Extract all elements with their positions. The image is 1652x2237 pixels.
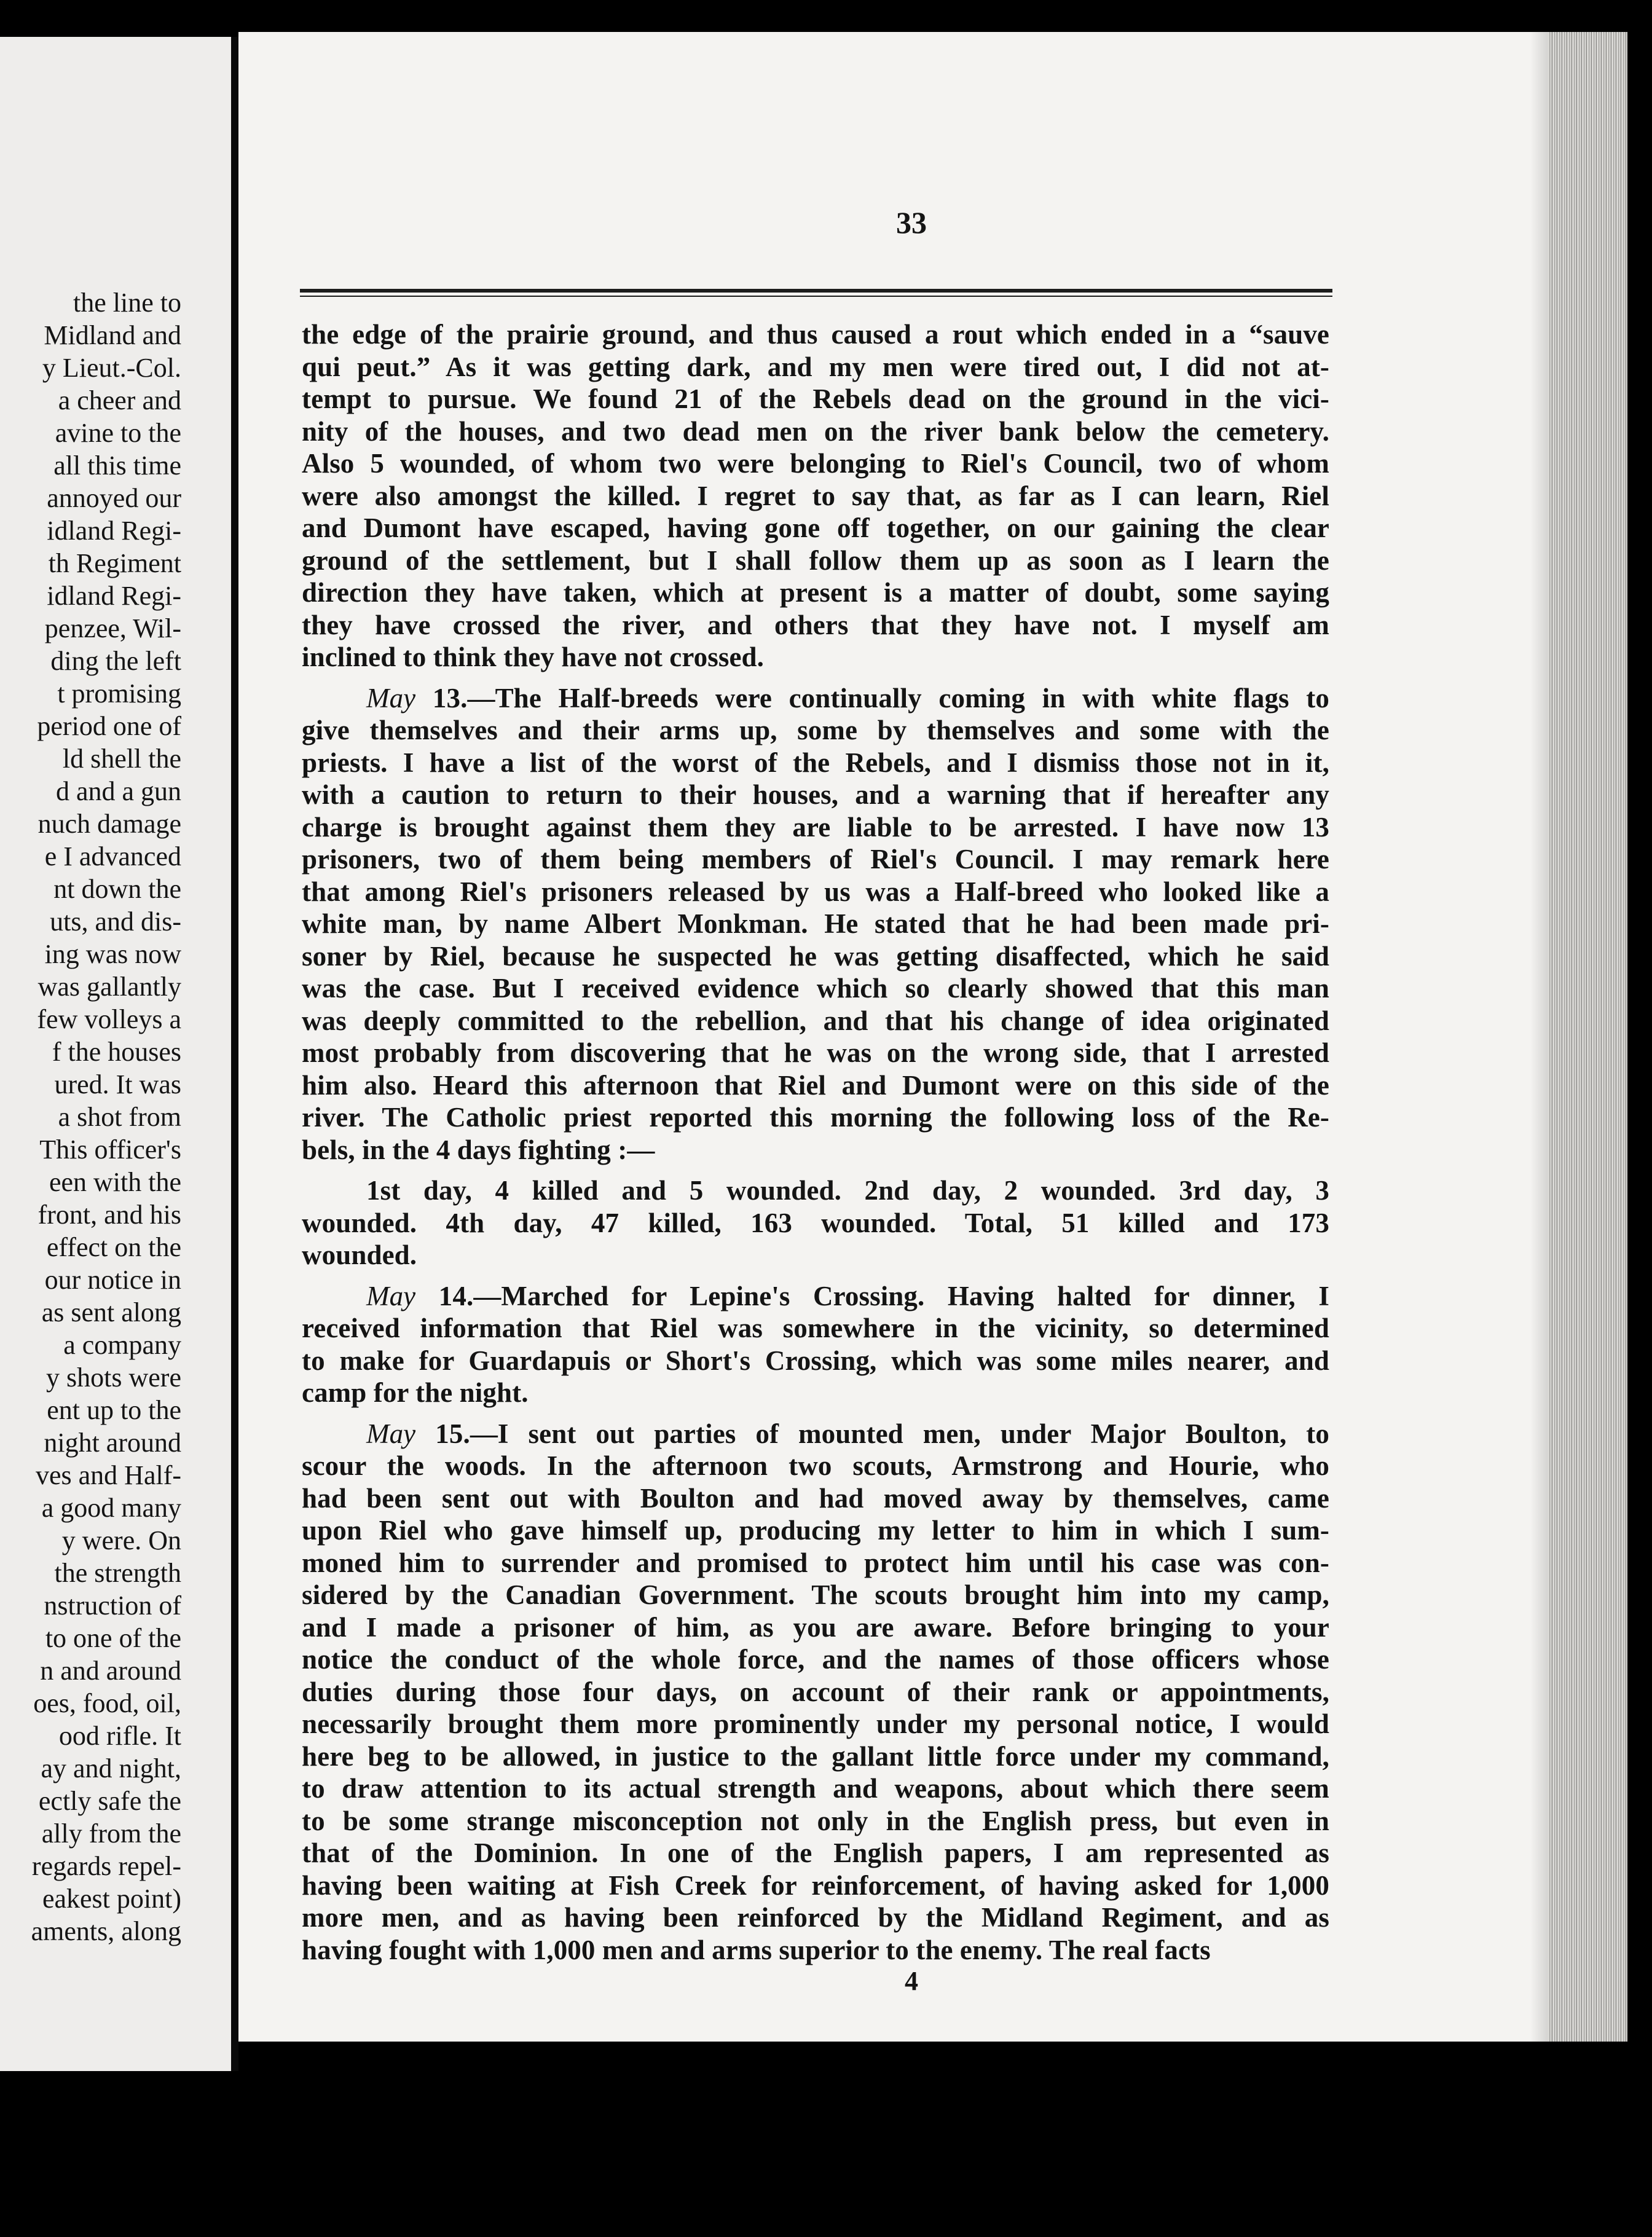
left-page <box>0 37 231 2071</box>
paragraph-line <box>302 1069 1329 1102</box>
left-page-line: avine to the <box>55 418 181 448</box>
paragraph-line <box>302 1312 1329 1345</box>
paragraph-line <box>302 415 1329 448</box>
left-page-line: d and a gun <box>55 776 181 806</box>
line-text: priests. I have a list of the worst of the Rebels, and I dismiss those not in it, <box>302 747 1329 778</box>
paragraph-line <box>302 1239 1329 1272</box>
left-page-line: idland Regi- <box>47 581 181 611</box>
line-text: the edge of the prairie ground, and thus caused a rout which ended in a “sauve <box>302 319 1329 350</box>
line-text: here beg to be allowed, in justice to the gallant little force under my command, <box>302 1740 1329 1772</box>
line-text: wounded. <box>302 1240 417 1270</box>
line-text: with a caution to return to their houses, and a warning that if hereafter any <box>302 779 1329 810</box>
left-page-line: the strength <box>54 1558 181 1588</box>
left-page-line: all this time <box>53 450 181 481</box>
paragraph <box>302 682 1329 1166</box>
line-text: river. The Catholic priest reported this morning the following loss of the Re- <box>302 1102 1329 1133</box>
line-text: upon Riel who gave himself up, producing my letter to him in which I sum- <box>302 1515 1329 1546</box>
left-page-line: oes, food, oil, <box>33 1688 181 1718</box>
line-text: nity of the houses, and two dead men on the river bank below the cemetery. <box>302 415 1329 447</box>
paragraph-line <box>302 811 1329 844</box>
left-page-line: as sent along <box>41 1297 181 1327</box>
paragraph-line <box>302 1482 1329 1515</box>
paragraph-line <box>302 1134 1329 1166</box>
left-page-line: ally from the <box>41 1818 181 1849</box>
line-text: qui peut.” As it was getting dark, and my men were tired out, I did not at- <box>302 351 1329 382</box>
line-text: Also 5 wounded, of whom two were belonging to Riel's Council, two of whom <box>302 448 1329 479</box>
line-text: and Dumont have escaped, having gone off together, on our gaining the clear <box>302 513 1329 543</box>
paragraph-line <box>302 1450 1329 1482</box>
left-page-line: the line to <box>73 288 181 318</box>
line-text: and I made a prisoner of him, as you are aware. Before bringing to your <box>302 1611 1329 1643</box>
left-page-line: ding the left <box>50 646 181 676</box>
entry-date: May <box>366 682 416 714</box>
page-edges <box>1548 32 1627 2042</box>
entry-date: May <box>366 1418 416 1449</box>
line-text: was deeply committed to the rebellion, and that his change of idea originated <box>302 1005 1329 1036</box>
paragraph-line <box>302 1101 1329 1134</box>
line-text: charge is brought against them they are liable to be arrested. I have now 13 <box>302 811 1329 843</box>
line-text: bels, in the 4 days fighting :— <box>302 1134 655 1165</box>
left-page-line: period one of <box>37 711 181 741</box>
line-text: to draw attention to its actual strength and weapons, about which there seem <box>302 1773 1329 1804</box>
line-text: inclined to think they have not crossed. <box>302 642 764 672</box>
left-page-line: nuch damage <box>37 809 181 839</box>
left-page-line: y were. On <box>61 1525 181 1555</box>
left-page-line: night around <box>44 1428 181 1458</box>
body-text <box>302 318 1329 1966</box>
paragraph-line <box>302 747 1329 779</box>
line-text: tempt to pursue. We found 21 of the Rebels dead on the ground in the vici- <box>302 383 1329 414</box>
paragraph-line <box>302 1514 1329 1547</box>
line-text: having fought with 1,000 men and arms superior to the enemy. The real facts <box>302 1934 1211 1965</box>
line-text: scour the woods. In the afternoon two scouts, Armstrong and Hourie, who <box>302 1450 1329 1481</box>
left-page-line: a good many <box>41 1493 181 1523</box>
paragraph-line <box>302 1869 1329 1902</box>
left-page-line: a company <box>63 1330 181 1360</box>
paragraph-line <box>302 1418 1329 1450</box>
paragraph-line <box>302 908 1329 940</box>
left-page-line: front, and his <box>37 1200 181 1230</box>
left-page-line: y Lieut.-Col. <box>42 353 181 383</box>
left-page-line: n and around <box>40 1656 181 1686</box>
paragraph-line <box>302 447 1329 480</box>
left-page-line: een with the <box>49 1167 181 1197</box>
line-text: moned him to surrender and promised to protect him until his case was con- <box>302 1547 1329 1578</box>
left-page-line: nstruction of <box>44 1590 181 1621</box>
paragraph-line <box>302 1280 1329 1313</box>
right-page <box>238 32 1548 2042</box>
paragraph-line <box>302 512 1329 545</box>
line-text: was the case. But I received evidence which so clearly showed that this man <box>302 973 1329 1004</box>
line-text: were also amongst the killed. I regret to say that, as far as I can learn, Riel <box>302 480 1329 511</box>
left-page-line: aments, along <box>31 1916 181 1946</box>
left-page-line: ent up to the <box>47 1395 181 1425</box>
paragraph-line <box>302 1805 1329 1838</box>
paragraph <box>302 1418 1329 1967</box>
line-text: direction they have taken, which at present is a matter of doubt, some saying <box>302 577 1329 608</box>
line-text: sidered by the Canadian Government. The scouts brought him into my camp, <box>302 1579 1329 1610</box>
left-page-line: a shot from <box>58 1102 181 1132</box>
paragraph-line <box>302 609 1329 642</box>
paragraph-line <box>302 714 1329 747</box>
paragraph-line <box>302 1345 1329 1377</box>
paragraph-line <box>302 1547 1329 1579</box>
left-page-line: was gallantly <box>37 972 181 1002</box>
left-page-line: eakest point) <box>42 1884 181 1914</box>
paragraph-line <box>302 1611 1329 1644</box>
left-page-line: This officer's <box>39 1134 181 1165</box>
line-text: 1st day, 4 killed and 5 wounded. 2nd day, 2 wounded. 3rd day, 3 <box>366 1175 1329 1206</box>
line-text: 13.—The Half-breeds were continually coming in with white flags to <box>432 682 1329 714</box>
line-text: wounded. 4th day, 47 killed, 163 wounded. Total, 51 killed and 173 <box>302 1207 1329 1238</box>
paragraph-line <box>302 480 1329 513</box>
line-text: to make for Guardapuis or Short's Crossing, which was some miles nearer, and <box>302 1345 1329 1376</box>
paragraph <box>302 1280 1329 1409</box>
line-text: having been waiting at Fish Creek for reinforcement, of having asked for 1,000 <box>302 1869 1329 1901</box>
paragraph-line <box>302 876 1329 908</box>
left-page-line: annoyed our <box>47 483 181 513</box>
paragraph-line <box>302 779 1329 811</box>
left-page-text <box>0 286 181 1948</box>
left-page-line: th Regiment <box>48 548 181 578</box>
line-text: him also. Heard this afternoon that Riel and Dumont were on this side of the <box>302 1069 1329 1101</box>
left-page-line: ay and night, <box>41 1753 181 1783</box>
line-text: give themselves and their arms up, some by themselves and some with the <box>302 715 1329 745</box>
left-page-line: t promising <box>57 678 181 709</box>
left-page-line: ing was now <box>44 939 181 969</box>
paragraph-line <box>302 1901 1329 1934</box>
left-page-line: ves and Half- <box>35 1460 181 1490</box>
paragraph-line <box>302 972 1329 1005</box>
signature-mark: 4 <box>905 1966 918 1996</box>
line-text: necessarily brought them more prominently under my personal notice, I would <box>302 1708 1329 1739</box>
left-page-line: our notice in <box>44 1265 181 1295</box>
line-text: to be some strange misconception not only in the English press, but even in <box>302 1805 1329 1836</box>
paragraph-line <box>302 545 1329 577</box>
line-text: that among Riel's prisoners released by us was a Half-breed who looked like a <box>302 876 1329 907</box>
line-text: duties during those four days, on account of their rank or appointments, <box>302 1676 1329 1707</box>
paragraph-line <box>302 1377 1329 1409</box>
paragraph-line <box>302 1740 1329 1773</box>
left-page-line: Midland and <box>44 320 181 350</box>
line-text: had been sent out with Boulton and had moved away by themselves, came <box>302 1482 1329 1514</box>
line-text: most probably from discovering that he was on the wrong side, that I arrested <box>302 1037 1329 1068</box>
left-page-line: uts, and dis- <box>50 906 181 937</box>
left-page-line: few volleys a <box>37 1004 181 1034</box>
line-text: notice the conduct of the whole force, and the names of those officers whose <box>302 1644 1329 1675</box>
paragraph-line <box>302 843 1329 876</box>
paragraph-line <box>302 383 1329 415</box>
left-page-line: y shots were <box>46 1362 181 1393</box>
paragraph-line <box>302 1579 1329 1611</box>
left-page-line: e I advanced <box>44 841 181 871</box>
left-page-line: nt down the <box>53 874 181 904</box>
paragraph-line <box>302 1005 1329 1037</box>
page-number: 33 <box>896 205 927 240</box>
left-page-line: regards repel- <box>31 1851 181 1881</box>
line-text: that of the Dominion. In one of the English papers, I am represented as <box>302 1838 1329 1868</box>
line-text: ground of the settlement, but I shall follow them up as soon as I learn the <box>302 545 1329 576</box>
left-page-line: f the houses <box>52 1037 181 1067</box>
line-text: 15.—I sent out parties of mounted men, under Major Boulton, to <box>435 1418 1329 1449</box>
paragraph-line <box>302 1837 1329 1869</box>
paragraph <box>302 318 1329 674</box>
line-text: 14.—Marched for Lepine's Crossing. Having halted for dinner, I <box>438 1280 1329 1311</box>
left-page-line: ld shell the <box>62 744 181 774</box>
paragraph-line <box>302 940 1329 973</box>
paragraph-line <box>302 351 1329 383</box>
paragraph-line <box>302 641 1329 674</box>
left-page-line: ectly safe the <box>38 1786 181 1816</box>
header-rule <box>300 289 1332 297</box>
paragraph-line <box>302 1676 1329 1708</box>
left-page-line: effect on the <box>46 1232 181 1262</box>
paragraph-line <box>302 1772 1329 1805</box>
line-text: they have crossed the river, and others that they have not. I myself am <box>302 609 1329 640</box>
paragraph-line <box>302 1207 1329 1240</box>
line-text: camp for the night. <box>302 1377 529 1408</box>
left-page-line: idland Regi- <box>47 516 181 546</box>
left-page-line: a cheer and <box>58 385 181 415</box>
paragraph-line <box>302 318 1329 351</box>
left-page-line: ured. It was <box>54 1069 181 1099</box>
line-text: received information that Riel was somewhere in the vicinity, so determined <box>302 1313 1329 1343</box>
line-text: soner by Riel, because he suspected he was getting disaffected, which he said <box>302 940 1329 972</box>
paragraph-line <box>302 1643 1329 1676</box>
left-page-line: to one of the <box>45 1623 181 1653</box>
paragraph-line <box>302 1708 1329 1740</box>
entry-date: May <box>366 1280 416 1311</box>
book-gutter <box>231 37 238 2071</box>
paragraph-line <box>302 576 1329 609</box>
line-text: white man, by name Albert Monkman. He stated that he had been made pri- <box>302 908 1329 939</box>
left-page-line: penzee, Wil- <box>44 613 181 643</box>
paragraph-line <box>302 1174 1329 1207</box>
line-text: prisoners, two of them being members of Riel's Council. I may remark here <box>302 844 1329 875</box>
paragraph <box>302 1174 1329 1272</box>
paragraph-line <box>302 1037 1329 1069</box>
line-text: more men, and as having been reinforced by the Midland Regiment, and as <box>302 1902 1329 1933</box>
paragraph-line <box>302 682 1329 715</box>
left-page-line: ood rifle. It <box>58 1721 181 1751</box>
paragraph-line <box>302 1934 1329 1967</box>
